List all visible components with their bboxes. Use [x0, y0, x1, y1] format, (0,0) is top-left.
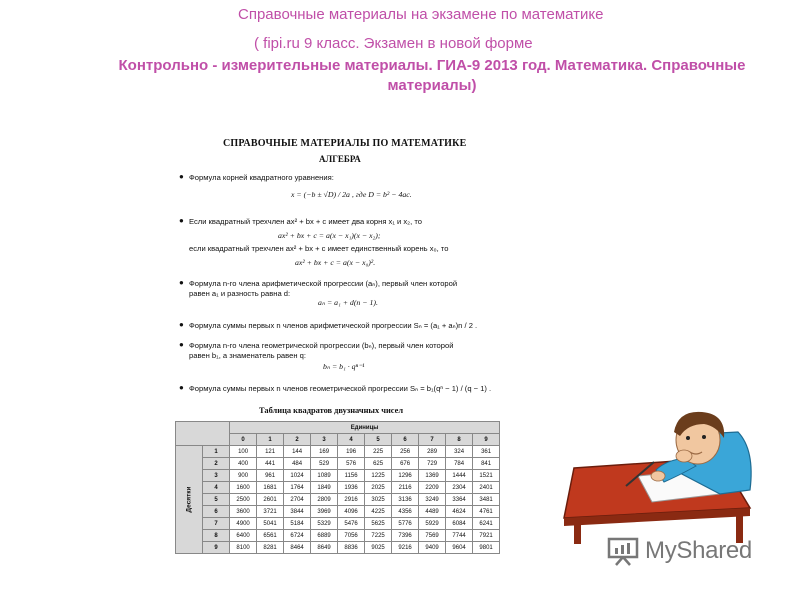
bullet-icon: ●: [179, 172, 184, 181]
logo-text: MyShared: [645, 537, 752, 564]
table-cell: 6084: [446, 518, 473, 530]
table-cell: 2809: [311, 494, 338, 506]
table-cell: 5041: [257, 518, 284, 530]
table-cell: 5329: [311, 518, 338, 530]
row-header: 9: [203, 542, 230, 554]
table-cell: 7744: [446, 530, 473, 542]
table-cell: 529: [311, 458, 338, 470]
reference-document: [173, 130, 528, 560]
table-cell: 576: [338, 458, 365, 470]
table-cell: 2025: [365, 482, 392, 494]
doc-item: если квадратный трехчлен ax² + bx + c имеет единственный корень x₀, то: [189, 244, 449, 253]
row-header: 5: [203, 494, 230, 506]
table-cell: 9409: [419, 542, 446, 554]
doc-item: Формула суммы первых n членов геометрической прогрессии Sₙ = b₁(qⁿ − 1) / (q − 1) .: [189, 384, 492, 393]
student-eye: [702, 435, 706, 439]
bullet-icon: ●: [179, 216, 184, 225]
table-cell: 4356: [392, 506, 419, 518]
doc-title: СПРАВОЧНЫЕ МАТЕРИАЛЫ ПО МАТЕМАТИКЕ: [223, 138, 467, 149]
table-cell: 5184: [284, 518, 311, 530]
table-cell: 784: [446, 458, 473, 470]
doc-formula: ax² + bx + c = a(x − x₁)(x − x₂);: [278, 231, 381, 240]
doc-item: Формула n-го члена геометрической прогрессии (bₙ), первый член которой: [189, 341, 454, 350]
bullet-icon: ●: [179, 320, 184, 329]
table-cell: 8464: [284, 542, 311, 554]
table-cell: 625: [365, 458, 392, 470]
presentation-board-icon: [607, 536, 641, 566]
column-header: 7: [419, 434, 446, 446]
student-eye: [686, 436, 690, 440]
table-cell: 5776: [392, 518, 419, 530]
table-cell: 7225: [365, 530, 392, 542]
table-cell: 1024: [284, 470, 311, 482]
column-header: 0: [230, 434, 257, 446]
doc-item: Формула корней квадратного уравнения:: [189, 173, 334, 182]
table-cell: 2304: [446, 482, 473, 494]
table-corner: [176, 422, 230, 446]
table-cell: 5476: [338, 518, 365, 530]
table-cell: 361: [473, 446, 500, 458]
table-cell: 961: [257, 470, 284, 482]
column-header: 9: [473, 434, 500, 446]
table-cell: 1681: [257, 482, 284, 494]
table-cell: 6400: [230, 530, 257, 542]
column-header: 2: [284, 434, 311, 446]
table-cell: 196: [338, 446, 365, 458]
table-cell: 9025: [365, 542, 392, 554]
table-cell: 289: [419, 446, 446, 458]
table-cell: 4624: [446, 506, 473, 518]
table-cell: 6724: [284, 530, 311, 542]
doc-item: Если квадратный трехчлен ax² + bx + c имеет два корня x₁ и x₂, то: [189, 217, 422, 226]
doc-item: Формула суммы первых n членов арифметической прогрессии Sₙ = (a₁ + aₙ)n / 2 .: [189, 321, 478, 330]
table-cell: 9801: [473, 542, 500, 554]
table-cell: 841: [473, 458, 500, 470]
table-cell: 3364: [446, 494, 473, 506]
bullet-icon: ●: [179, 340, 184, 349]
table-cell: 8836: [338, 542, 365, 554]
table-cell: 1936: [338, 482, 365, 494]
column-header: 6: [392, 434, 419, 446]
table-cell: 4225: [365, 506, 392, 518]
table-row: [176, 482, 500, 494]
table-row: [176, 542, 500, 554]
table-cell: 169: [311, 446, 338, 458]
doc-item: Формула n-го члена арифметической прогрессии (aₙ), первый член которой: [189, 279, 458, 288]
table-cell: 121: [257, 446, 284, 458]
doc-item: равен a₁ и разность равна d:: [189, 289, 291, 298]
table-cell: 2401: [473, 482, 500, 494]
table-cell: 3969: [311, 506, 338, 518]
student-illustration: [560, 410, 760, 545]
table-cell: 2704: [284, 494, 311, 506]
table-cell: 256: [392, 446, 419, 458]
row-header: 2: [203, 458, 230, 470]
table-cell: 3025: [365, 494, 392, 506]
table-cell: 1225: [365, 470, 392, 482]
table-cell: 1296: [392, 470, 419, 482]
desk-leg-left: [574, 522, 581, 544]
table-cell: 225: [365, 446, 392, 458]
table-cell: 2916: [338, 494, 365, 506]
table-title: Таблица квадратов двузначных чисел: [259, 406, 404, 415]
table-cell: 3844: [284, 506, 311, 518]
table-cell: 5625: [365, 518, 392, 530]
row-header: 1: [203, 446, 230, 458]
table-row: [176, 506, 500, 518]
table-cell: 1444: [446, 470, 473, 482]
table-row: [176, 470, 500, 482]
table-cell: 1764: [284, 482, 311, 494]
table-cell: 100: [230, 446, 257, 458]
student-chin-hand: [676, 450, 692, 462]
table-row: [176, 458, 500, 470]
table-cell: 4900: [230, 518, 257, 530]
table-cell: 1369: [419, 470, 446, 482]
doc-formula: x = (−b ± √D) / 2a , где D = b² − 4ac.: [291, 190, 412, 199]
tens-label-cell: [176, 446, 203, 554]
table-cell: 1156: [338, 470, 365, 482]
table-cell: 2601: [257, 494, 284, 506]
table-cell: 3136: [392, 494, 419, 506]
tens-label: Десятки: [185, 486, 193, 513]
table-cell: 8649: [311, 542, 338, 554]
table-row: [176, 494, 500, 506]
table-cell: 1600: [230, 482, 257, 494]
table-cell: 676: [392, 458, 419, 470]
table-cell: 3249: [419, 494, 446, 506]
column-header: 8: [446, 434, 473, 446]
squares-table: [175, 421, 500, 554]
bullet-icon: ●: [179, 278, 184, 287]
table-cell: 4761: [473, 506, 500, 518]
table-cell: 324: [446, 446, 473, 458]
row-header: 4: [203, 482, 230, 494]
header-line-3: Контрольно - измерительные материалы. ГИА-9 2013 год. Математика. Справочные материалы): [118, 57, 746, 94]
myshared-logo: [607, 536, 752, 566]
table-cell: 1521: [473, 470, 500, 482]
row-header: 6: [203, 506, 230, 518]
column-header: 4: [338, 434, 365, 446]
row-header: 3: [203, 470, 230, 482]
row-header: 8: [203, 530, 230, 542]
table-cell: 900: [230, 470, 257, 482]
row-header: 7: [203, 518, 230, 530]
table-cell: 7569: [419, 530, 446, 542]
table-cell: 3600: [230, 506, 257, 518]
student-hand: [651, 471, 665, 481]
table-cell: 4489: [419, 506, 446, 518]
column-header: 3: [311, 434, 338, 446]
doc-formula: aₙ = a₁ + d(n − 1).: [318, 298, 378, 307]
doc-formula: ax² + bx + c = a(x − x₀)².: [295, 258, 376, 267]
table-cell: 3481: [473, 494, 500, 506]
table-cell: 5929: [419, 518, 446, 530]
table-cell: 441: [257, 458, 284, 470]
table-cell: 4096: [338, 506, 365, 518]
doc-item: равен b₁, а знаменатель равен q:: [189, 351, 306, 360]
header-line-1: Справочные материалы на экзамене по математике: [238, 6, 604, 23]
table-cell: 484: [284, 458, 311, 470]
table-cell: 1849: [311, 482, 338, 494]
table-cell: 9216: [392, 542, 419, 554]
table-row: [176, 518, 500, 530]
table-cell: 2209: [419, 482, 446, 494]
table-cell: 2500: [230, 494, 257, 506]
column-header: 1: [257, 434, 284, 446]
table-cell: 7056: [338, 530, 365, 542]
table-cell: 8281: [257, 542, 284, 554]
table-cell: 9604: [446, 542, 473, 554]
table-cell: 1089: [311, 470, 338, 482]
table-cell: 7396: [392, 530, 419, 542]
bullet-icon: ●: [179, 383, 184, 392]
table-cell: 6241: [473, 518, 500, 530]
table-cell: 3721: [257, 506, 284, 518]
table-cell: 400: [230, 458, 257, 470]
table-cell: 8100: [230, 542, 257, 554]
table-cell: 6889: [311, 530, 338, 542]
table-cell: 2116: [392, 482, 419, 494]
table-row: [176, 530, 500, 542]
table-cell: 6561: [257, 530, 284, 542]
units-label: Единицы: [230, 422, 500, 434]
table-cell: 144: [284, 446, 311, 458]
header-line-2: ( fipi.ru 9 класс. Экзамен в новой форме: [254, 35, 533, 52]
table-row: [176, 446, 500, 458]
table-cell: 729: [419, 458, 446, 470]
table-cell: 7921: [473, 530, 500, 542]
doc-subtitle: АЛГЕБРА: [319, 154, 361, 164]
column-header: 5: [365, 434, 392, 446]
doc-formula: bₙ = b₁ · qⁿ⁻¹: [323, 362, 365, 371]
